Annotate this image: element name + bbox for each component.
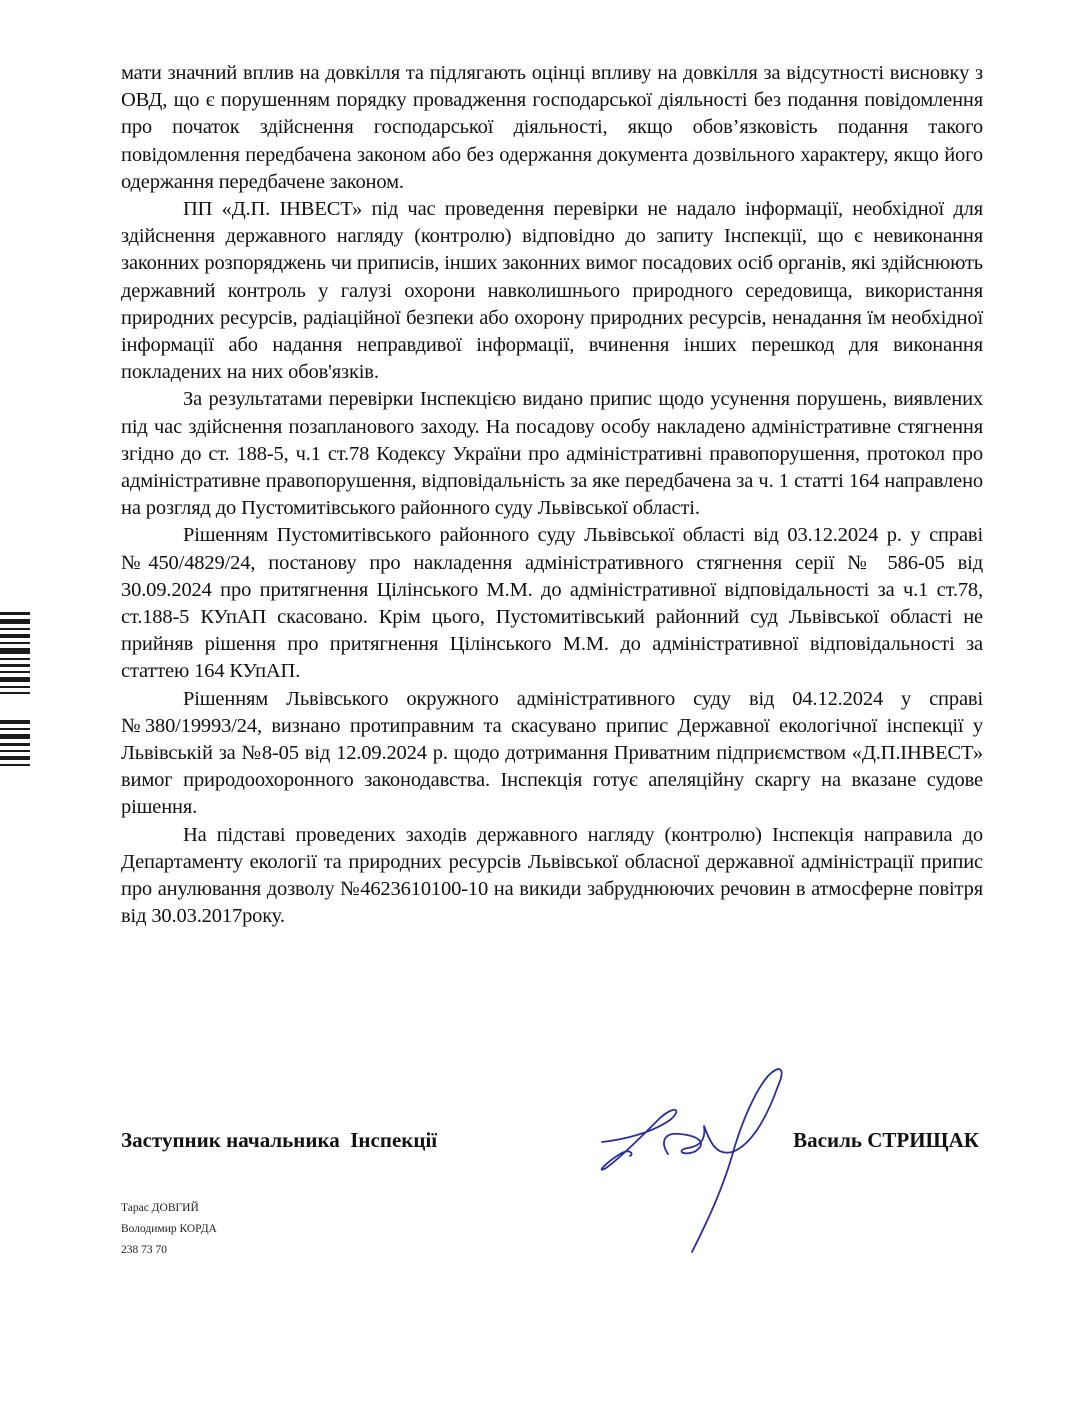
handwritten-signature <box>590 1060 800 1260</box>
paragraph-administrative-court-decision: Рішенням Львівського окружного адміністративного суду від 04.12.2024 у справі №380/19993/24, визнано протиправним та скасувано припис Державної екологічної інспекції у Львівській за №8-05 від 12.09.2024 р. щодо дотримання Приватним підприємством «Д.П.ІНВЕСТ» вимог природоохоронного законодавства. Інспекція готує апеляційну скаргу на вказане судове рішення. <box>121 687 983 819</box>
executor-name: Тарас ДОВГИЙ <box>121 1202 199 1214</box>
paragraph-district-court-decision: Рішенням Пустомитівського районного суду Львівської області від 03.12.2024 р. у справі №450/4829/24, постанову про накладення адміністративного стягнення серії № 586-05 від 30.09.2024 про притягнення Цілінського М.М. до адміністративної відповідальності за ч.1 ст.78, ст.188-5 КУпАП скасовано. Крім цього, Пустомитівський районний суд Львівської області не прийняв рішення про притягнення Цілінського М.М. до адміністративної відповідальності за статтею 164 КУпАП. <box>121 524 983 683</box>
signatory-position: Заступник начальника Інспекції <box>121 1128 438 1152</box>
barcode <box>0 612 30 852</box>
paragraph-continuation: мати значний вплив на довкілля та підлягають оцінці впливу на довкілля за відсутності висновку з ОВД, що є порушенням порядку провадження господарської діяльності без подання повідомлення про початок здійснення господарської діяльності, якщо обов’язковість подання такого повідомлення передбачена законом або без одержання документа дозвільного характеру, якщо його одержання передбачене законом. <box>121 62 983 193</box>
document-body <box>121 60 983 931</box>
executor-phone: 238 73 70 <box>121 1244 167 1256</box>
paragraph-inspection-results: За результатами перевірки Інспекцією видано припис щодо усунення порушень, виявлених під час здійснення позапланового заходу. На посадову особу накладено адміністративне стягнення згідно до ст. 188-5, ч.1 ст.78 Кодексу України про адміністративні правопорушення, протокол про адміністративне правопорушення, відповідальність за яке передбачена за ч. 1 статті 164 направлено на розгляд до Пустомитівського районного суду Львівської області. <box>121 388 983 520</box>
signatory-name: Василь СТРИЩАК <box>793 1128 979 1152</box>
executor-name: Володимир КОРДА <box>121 1223 217 1235</box>
signature-block <box>121 1124 983 1160</box>
paragraph-permit-annulment: На підставі проведених заходів державного нагляду (контролю) Інспекція направила до Департаменту екології та природних ресурсів Львівської обласної державної адміністрації припис про анулювання дозволу №4623610100-10 на викиди забруднюючих речовин в атмосферне повітря від 30.03.2017року. <box>121 823 983 928</box>
paragraph-info-refusal: ПП «Д.П. ІНВЕСТ» під час проведення перевірки не надало інформації, необхідної для здійснення державного нагляду (контролю) відповідно до запиту Інспекції, що є невиконання законних розпоряджень чи приписів, інших законних вимог посадових осіб органів, які здійснюють державний контроль у галузі охорони навколишнього природного середовища, використання природних ресурсів, радіаційної безпеки або охорону природних ресурсів, ненадання їм необхідної інформації або надання неправдивої інформації, вчинення інших перешкод для виконання покладених на них обов'язків. <box>121 198 983 384</box>
executors-list <box>121 1198 217 1261</box>
